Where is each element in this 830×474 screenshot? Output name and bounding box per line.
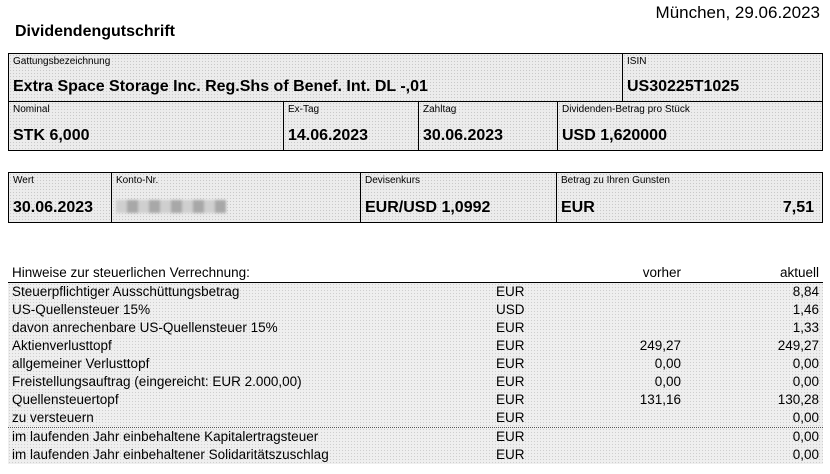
isin-value: US30225T1025 (627, 78, 740, 95)
tax-row-currency: EUR (496, 284, 525, 299)
tax-row-curr-value: 1,46 (792, 302, 819, 317)
tax-row (8, 409, 823, 427)
ex-tag-label: Ex-Tag (288, 104, 320, 115)
tax-row-currency: EUR (496, 410, 525, 425)
betrag-cell (556, 173, 822, 222)
wert-value: 30.06.2023 (13, 199, 94, 216)
isin-label: ISIN (627, 56, 647, 67)
tax-row (8, 391, 823, 409)
tax-row (8, 446, 823, 464)
tax-row-curr-value: 0,00 (792, 447, 819, 462)
dividend-value: USD 1,620000 (562, 127, 667, 144)
document-title: Dividendengutschrift (15, 23, 176, 40)
tax-table-header (8, 264, 823, 282)
tax-row-curr-value: 0,00 (792, 356, 819, 371)
tax-row-prev-value: 0,00 (654, 356, 681, 371)
tax-row (8, 427, 823, 446)
betrag-value: 7,51 (782, 199, 814, 216)
tax-row-prev-value: 131,16 (639, 392, 681, 407)
tax-row-currency: EUR (496, 429, 525, 444)
tax-row-label: US-Quellensteuer 15% (12, 302, 151, 317)
tax-row (8, 355, 823, 373)
konto-label: Konto-Nr. (116, 175, 159, 186)
dividend-cell (557, 102, 822, 150)
security-name-label: Gattungsbezeichnung (13, 56, 111, 67)
tax-row-label: Freistellungsauftrag (eingereicht: EUR 2.000,00) (12, 374, 302, 389)
devisen-value: EUR/USD 1,0992 (365, 199, 491, 216)
tax-row-currency: EUR (496, 392, 525, 407)
tax-row-curr-value: 249,27 (777, 338, 819, 353)
ex-tag-cell (283, 102, 418, 150)
security-details-grid (8, 53, 823, 151)
tax-row-curr-value: 0,00 (792, 374, 819, 389)
tax-row (8, 373, 823, 391)
betrag-currency: EUR (561, 199, 595, 216)
tax-row (8, 319, 823, 337)
wert-label: Wert (13, 175, 34, 186)
tax-row-label: Aktienverlusttopf (12, 338, 112, 353)
tax-row-currency: EUR (496, 356, 525, 371)
tax-row-label: Quellensteuertopf (12, 392, 119, 407)
security-name-cell (9, 54, 622, 101)
isin-cell (622, 54, 822, 101)
tax-row-label: im laufenden Jahr einbehaltener Solidaritätszuschlag (12, 447, 329, 462)
tax-row (8, 337, 823, 355)
dividend-label: Dividenden-Betrag pro Stück (562, 104, 690, 115)
ex-tag-value: 14.06.2023 (288, 127, 369, 144)
place-date: München, 29.06.2023 (655, 3, 820, 22)
zahltag-cell (418, 102, 557, 150)
zahltag-value: 30.06.2023 (423, 127, 504, 144)
tax-row-label: davon anrechenbare US-Quellensteuer 15% (12, 320, 278, 335)
tax-row-prev-value: 249,27 (639, 338, 681, 353)
tax-row-curr-value: 130,28 (777, 392, 819, 407)
tax-heading: Hinweise zur steuerlichen Verrechnung: (12, 265, 250, 280)
column-header-prev: vorher (642, 265, 681, 280)
tax-row-currency: EUR (496, 447, 525, 462)
tax-rows (8, 282, 823, 464)
column-header-curr: aktuell (779, 265, 819, 280)
tax-row (8, 282, 823, 301)
nominal-label: Nominal (13, 104, 50, 115)
payment-grid (8, 172, 823, 223)
security-name: Extra Space Storage Inc. Reg.Shs of Benef. Int. DL -,01 (13, 78, 428, 95)
tax-row-curr-value: 0,00 (792, 410, 819, 425)
tax-row-curr-value: 1,33 (792, 320, 819, 335)
tax-row-label: Steuerpflichtiger Ausschüttungsbetrag (12, 284, 240, 299)
tax-row (8, 301, 823, 319)
tax-row-prev-value: 0,00 (654, 374, 681, 389)
tax-row-currency: EUR (496, 338, 525, 353)
nominal-value: STK 6,000 (13, 127, 90, 144)
tax-row-label: allgemeiner Verlusttopf (12, 356, 150, 371)
redacted-account-number (116, 200, 226, 213)
tax-row-label: im laufenden Jahr einbehaltene Kapitalertragsteuer (12, 429, 319, 444)
devisen-label: Devisenkurs (365, 175, 421, 186)
tax-row-currency: EUR (496, 320, 525, 335)
tax-table (8, 264, 823, 464)
devisen-cell (360, 173, 556, 222)
tax-row-curr-value: 8,84 (792, 284, 819, 299)
nominal-cell (9, 102, 283, 150)
tax-row-currency: EUR (496, 374, 525, 389)
wert-cell (9, 173, 111, 222)
zahltag-label: Zahltag (423, 104, 457, 115)
tax-row-currency: USD (496, 302, 525, 317)
tax-row-curr-value: 0,00 (792, 429, 819, 444)
konto-cell (111, 173, 360, 222)
betrag-label: Betrag zu Ihren Gunsten (561, 175, 670, 186)
tax-row-label: zu versteuern (12, 410, 94, 425)
